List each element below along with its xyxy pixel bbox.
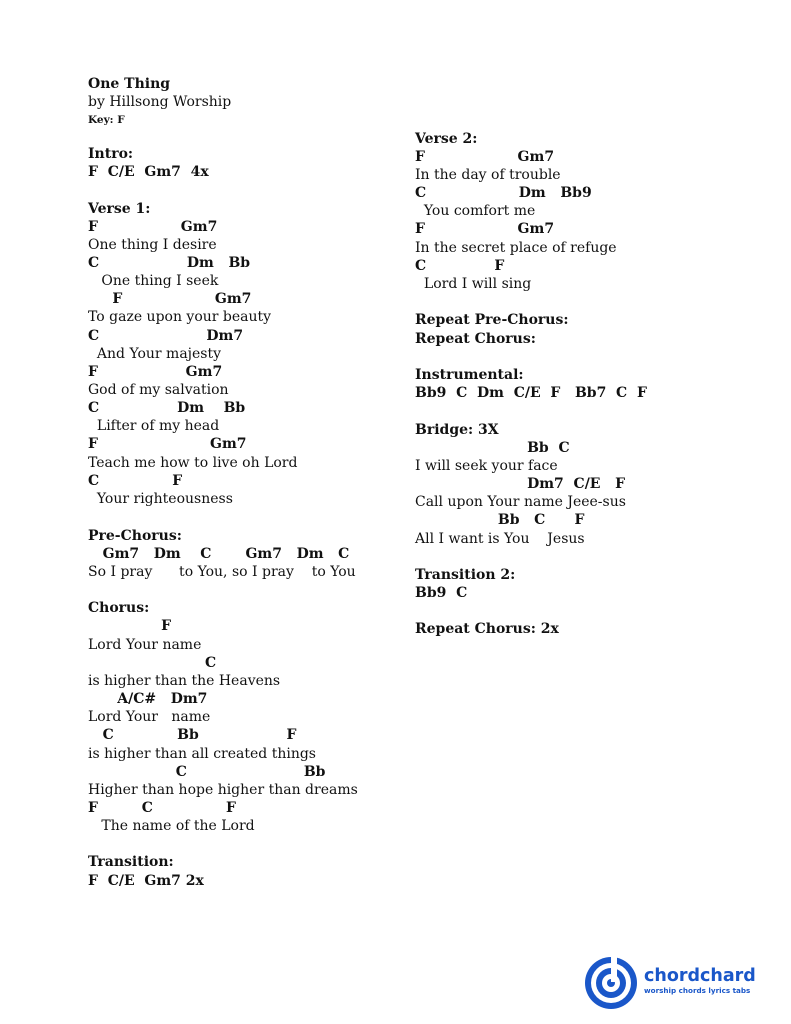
left-column-line: C Bb F	[88, 727, 297, 743]
right-column-line: Bridge: 3X	[415, 422, 499, 438]
left-column-line: Your righteousness	[88, 491, 233, 507]
right-column-line: Repeat Chorus:	[415, 331, 536, 347]
right-column-line: C F	[415, 258, 505, 274]
left-column-line: C	[88, 655, 217, 671]
logo-disc-icon	[584, 955, 640, 1011]
right-column-line: In the secret place of refuge	[415, 240, 617, 256]
left-column-line: Chorus:	[88, 600, 150, 616]
left-column-line: F Gm7	[88, 291, 252, 307]
right-column-line: Dm7 C/E F	[415, 476, 626, 492]
right-column-line: Instrumental:	[415, 367, 524, 383]
left-column-line: F Gm7	[88, 436, 247, 452]
right-column-line: Bb9 C Dm C/E F Bb7 C F	[415, 385, 647, 401]
right-column-line: In the day of trouble	[415, 167, 561, 183]
left-column-line: One Thing	[88, 76, 171, 92]
left-column-line: Gm7 Dm C Gm7 Dm C	[88, 546, 350, 562]
left-column-line: F Gm7	[88, 364, 223, 380]
left-column-line: F C F	[88, 800, 236, 816]
right-column-line: F Gm7	[415, 149, 555, 165]
left-column-line: F C/E Gm7 2x	[88, 873, 204, 889]
left-column-line: Lord Your name	[88, 637, 202, 653]
left-column-line: F Gm7	[88, 219, 218, 235]
right-column-line: Lord I will sing	[415, 276, 532, 292]
right-column-line: Bb C	[415, 440, 570, 456]
left-column-line: F C/E Gm7 4x	[88, 164, 209, 180]
right-column-line: C Dm Bb9	[415, 185, 592, 201]
left-column-line: is higher than the Heavens	[88, 673, 281, 689]
right-column-line: Bb C F	[415, 512, 585, 528]
left-column-line: One thing I desire	[88, 237, 217, 253]
right-column-line: I will seek your face	[415, 458, 558, 474]
left-column-line: F	[88, 618, 172, 634]
left-column-line: To gaze upon your beauty	[88, 309, 272, 325]
logo-tagline: worship chords lyrics tabs	[644, 986, 751, 995]
left-column-line: Teach me how to live oh Lord	[88, 455, 298, 471]
left-column-line: So I pray to You, so I pray to You	[88, 564, 356, 580]
left-column-line: Transition:	[88, 854, 174, 870]
left-column-line: Pre-Chorus:	[88, 528, 182, 544]
left-column-line: C F	[88, 473, 183, 489]
right-column-line: Transition 2:	[415, 567, 516, 583]
right-column-line: You comfort me	[415, 203, 536, 219]
left-column-line: by Hillsong Worship	[88, 94, 232, 110]
left-column-line: C Bb	[88, 764, 326, 780]
left-column-line: C Dm7	[88, 328, 244, 344]
left-column-line: C Dm Bb	[88, 400, 246, 416]
right-column-line: Call upon Your name Jeee-sus	[415, 494, 626, 510]
left-column-line: God of my salvation	[88, 382, 229, 398]
right-column-line: F Gm7	[415, 221, 555, 237]
left-column-line: And Your majesty	[88, 346, 222, 362]
left-column-line: Higher than hope higher than dreams	[88, 782, 358, 798]
chordchard-logo[interactable]	[584, 955, 764, 1011]
logo-wordmark: chordchard	[644, 966, 756, 986]
right-column-line: Verse 2:	[415, 131, 478, 147]
left-column-line: C Dm Bb	[88, 255, 251, 271]
left-column-line: Key: F	[88, 114, 125, 126]
right-column-line: Repeat Pre-Chorus:	[415, 312, 569, 328]
left-column-line: Verse 1:	[88, 201, 151, 217]
right-column-line: Bb9 C	[415, 585, 468, 601]
left-column-line: Lord Your name	[88, 709, 211, 725]
left-column-line: Intro:	[88, 146, 134, 162]
left-column-line: Lifter of my head	[88, 418, 220, 434]
left-column-line: A/C# Dm7	[88, 691, 208, 707]
left-column-line: is higher than all created things	[88, 746, 316, 762]
right-column-line: All I want is You Jesus	[415, 531, 585, 547]
right-column-line: Repeat Chorus: 2x	[415, 621, 559, 637]
left-column-line: The name of the Lord	[88, 818, 255, 834]
left-column-line: One thing I seek	[88, 273, 219, 289]
